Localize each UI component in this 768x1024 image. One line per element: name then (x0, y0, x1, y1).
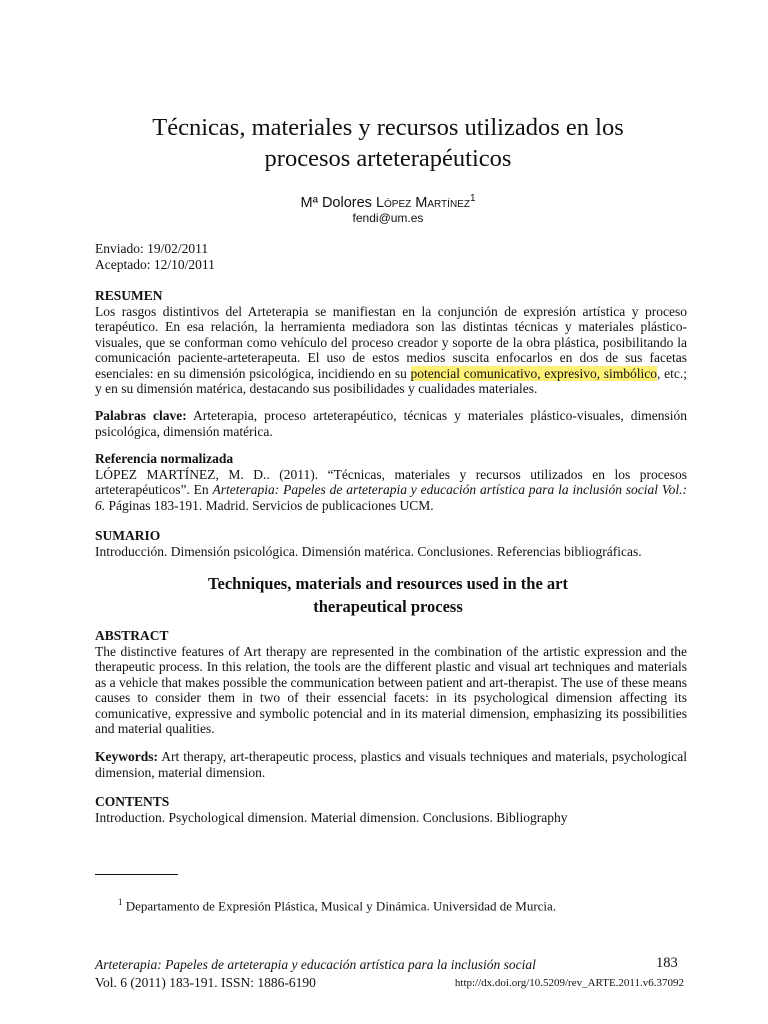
contents-text: Introduction. Psychological dimension. Material dimension. Conclusions. Bibliography (95, 809, 568, 825)
referencia-text-start: LÓPEZ MARTÍNEZ, M. D.. (2011). “Técnicas, materiales y recursos utilizados en los procesos arteterapéuticos”. En (95, 466, 687, 497)
resumen-section (95, 288, 687, 397)
footer-journal-name: Arteterapia: Papeles de arteterapia y educación artística para la inclusión social (95, 957, 536, 972)
article-title-line-1: Técnicas, materiales y recursos utilizados en los (152, 114, 624, 141)
english-title-line-2: therapeutical process (313, 597, 463, 616)
referencia-section (95, 451, 687, 513)
accepted-date: Aceptado: 12/10/2011 (95, 257, 215, 272)
author-prefix: Mª Dolores (300, 194, 376, 211)
sumario-section (95, 528, 687, 559)
footnote-mark: 1 (118, 897, 123, 907)
doi-link[interactable]: http://dx.doi.org/10.5209/rev_ARTE.2011.v6.37092 (454, 977, 684, 989)
contents-heading: CONTENTS (95, 794, 170, 809)
abstract-section (95, 628, 687, 737)
resumen-text (95, 304, 687, 397)
referencia-heading: Referencia normalizada (95, 451, 234, 466)
resumen-heading: RESUMEN (95, 288, 163, 303)
footnote-text: Departamento de Expresión Plástica, Musical y Dinámica. Universidad de Murcia. (122, 898, 557, 914)
resumen-text-start: Los rasgos distintivos del Arteterapia se manifiestan en la conjunción de expresión artística y proceso terapéutico. En esa relación, la herramienta mediadora son las distintas técnicas y materiales plástico-visuales, que se conforman como vehículo del proceso creador y soporte de la obra plástica, posibilitando la comunicación paciente-arteterapeuta. El uso de estos medios suscita enfocarlos en dos de sus facetas esenciales: en su dimensión psicológica, incidiendo en su (95, 303, 687, 381)
submission-dates (95, 241, 215, 273)
resumen-text-end: , etc.; y en su dimensión matérica, destacando sus posibilidades y cualidades materiales. (95, 365, 687, 396)
referencia-text (95, 467, 687, 514)
page-number: 183 (656, 955, 678, 971)
palabras-clave-section (95, 408, 687, 439)
footnote-divider (95, 874, 178, 875)
author-footnote-mark: 1 (469, 193, 476, 204)
contents-section (95, 794, 687, 825)
referencia-journal: Arteterapia: Papeles de arteterapia y educación artística para la inclusión social Vol.: 6. (95, 482, 687, 513)
author-surname: López Martínez (375, 194, 470, 211)
sent-date: Enviado: 19/02/2011 (95, 241, 209, 256)
keywords-text: Art therapy, art-therapeutic process, plastics and visuals techniques and materials, psychological dimension, material dimension. (95, 749, 687, 780)
keywords-label: Keywords: (95, 749, 158, 764)
footer-volume: Vol. 6 (2011) 183-191. ISSN: 1886-6190 (95, 975, 316, 990)
footnote (118, 897, 556, 914)
author-email: fendi@um.es (352, 211, 424, 225)
article-title-line-2: procesos arteterapéuticos (264, 145, 512, 172)
palabras-clave-text: Arteterapia, proceso arteterapéutico, técnicas y materiales plástico-visuales, dimensión psicológica, dimensión matérica. (95, 408, 687, 439)
sumario-text: Introducción. Dimensión psicológica. Dimensión matérica. Conclusiones. Referencias bibliográficas. (95, 543, 642, 559)
author-name (90, 190, 686, 212)
sumario-heading: SUMARIO (95, 528, 161, 543)
palabras-clave-label: Palabras clave: (95, 408, 187, 423)
referencia-text-end: Páginas 183-191. Madrid. Servicios de publicaciones UCM. (105, 497, 434, 513)
highlighted-text: potencial comunicativo, expresivo, simbólico (410, 365, 658, 381)
abstract-heading: ABSTRACT (95, 628, 169, 643)
abstract-text: The distinctive features of Art therapy are represented in the combination of the artistic expression and the therapeutic process. In this relation, the tools are the different plastic and visual art techniques and materials as a vehicle that makes possible the communication between patient and art-therapist. The use of these means causes to consider them in two of their essencial facets: in its psychological dimension affecting its comunicative, expressive and symbolic potencial and in its material dimension, emphasizing its possibilities and material qualities. (95, 643, 687, 736)
article-title (90, 112, 686, 174)
keywords-section (95, 749, 687, 780)
english-title-line-1: Techniques, materials and resources used in the art (208, 574, 568, 593)
english-title (90, 572, 686, 618)
